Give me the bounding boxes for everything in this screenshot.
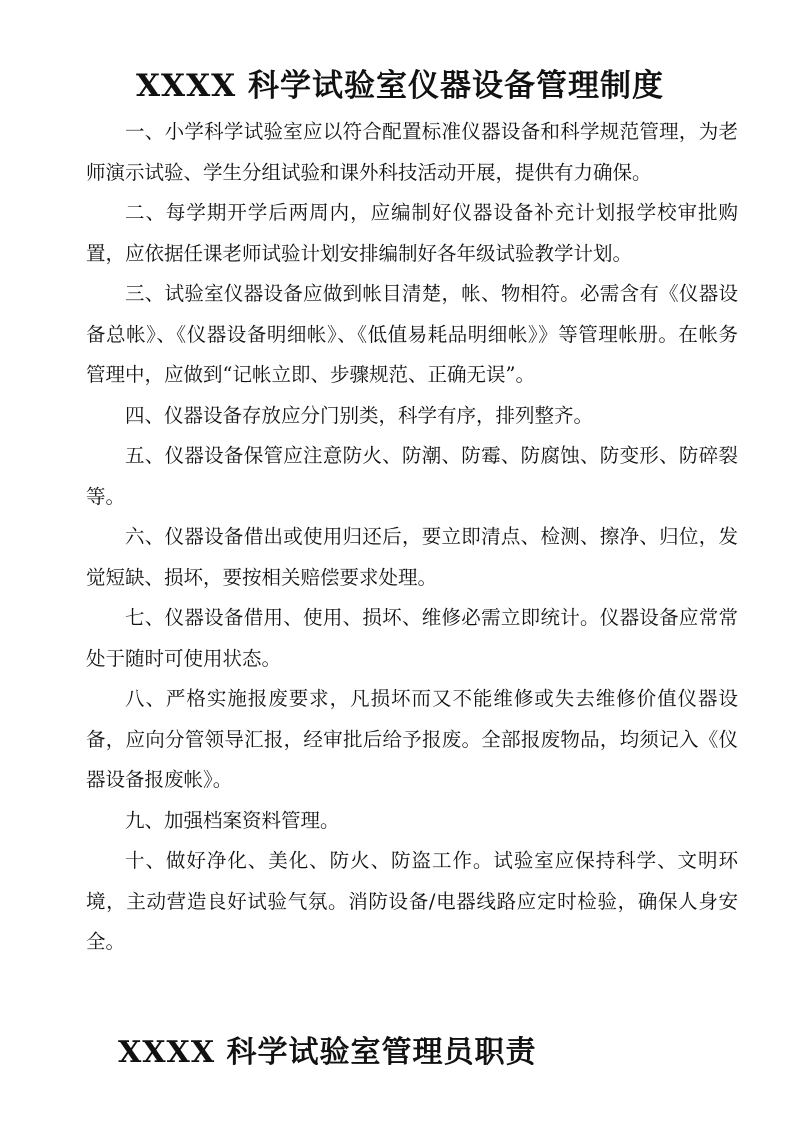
- paragraph-8: 八、严格实施报废要求，凡损坏而又不能维修或失去维修价值仪器设备，应向分管领导汇报，经审批后给予报废。全部报废物品，均须记入《仪器设备报废帐》。: [86, 687, 738, 791]
- document-title: XXXX 科学试验室仪器设备管理制度: [135, 68, 664, 104]
- paragraph-5: 五、仪器设备保管应注意防火、防潮、防霉、防腐蚀、防变形、防碎裂等。: [86, 444, 738, 508]
- paragraph-10: 十、做好净化、美化、防火、防盗工作。试验室应保持科学、文明环境，主动营造良好试验气氛。消防设备/电器线路应定时检验，确保人身安全。: [86, 849, 738, 953]
- document-body: [86, 112, 738, 963]
- paragraph-2: 二、每学期开学后两周内，应编制好仪器设备补充计划报学校审批购置，应依据任课老师试验计划安排编制好各年级试验教学计划。: [86, 201, 738, 265]
- paragraph-9: 九、加强档案资料管理。: [125, 808, 340, 832]
- paragraph-4: 四、仪器设备存放应分门别类，科学有序，排列整齐。: [125, 403, 594, 427]
- section-title: XXXX 科学试验室管理员职责: [118, 1035, 537, 1070]
- paragraph-7: 七、仪器设备借用、使用、损坏、维修必需立即统计。仪器设备应常常处于随时可使用状态。: [86, 606, 738, 670]
- paragraph-1: 一、小学科学试验室应以符合配置标准仪器设备和科学规范管理，为老师演示试验、学生分组试验和课外科技活动开展，提供有力确保。: [86, 120, 738, 184]
- paragraph-6: 六、仪器设备借出或使用归还后，要立即清点、检测、擦净、归位，发觉短缺、损坏，要按相关赔偿要求处理。: [86, 525, 738, 589]
- paragraph-3: 三、试验室仪器设备应做到帐目清楚，帐、物相符。必需含有《仪器设备总帐》、《仪器设备明细帐》、《低值易耗品明细帐》》等管理帐册。在帐务管理中，应做到“记帐立即、步骤规范、正确无误”。: [86, 282, 738, 386]
